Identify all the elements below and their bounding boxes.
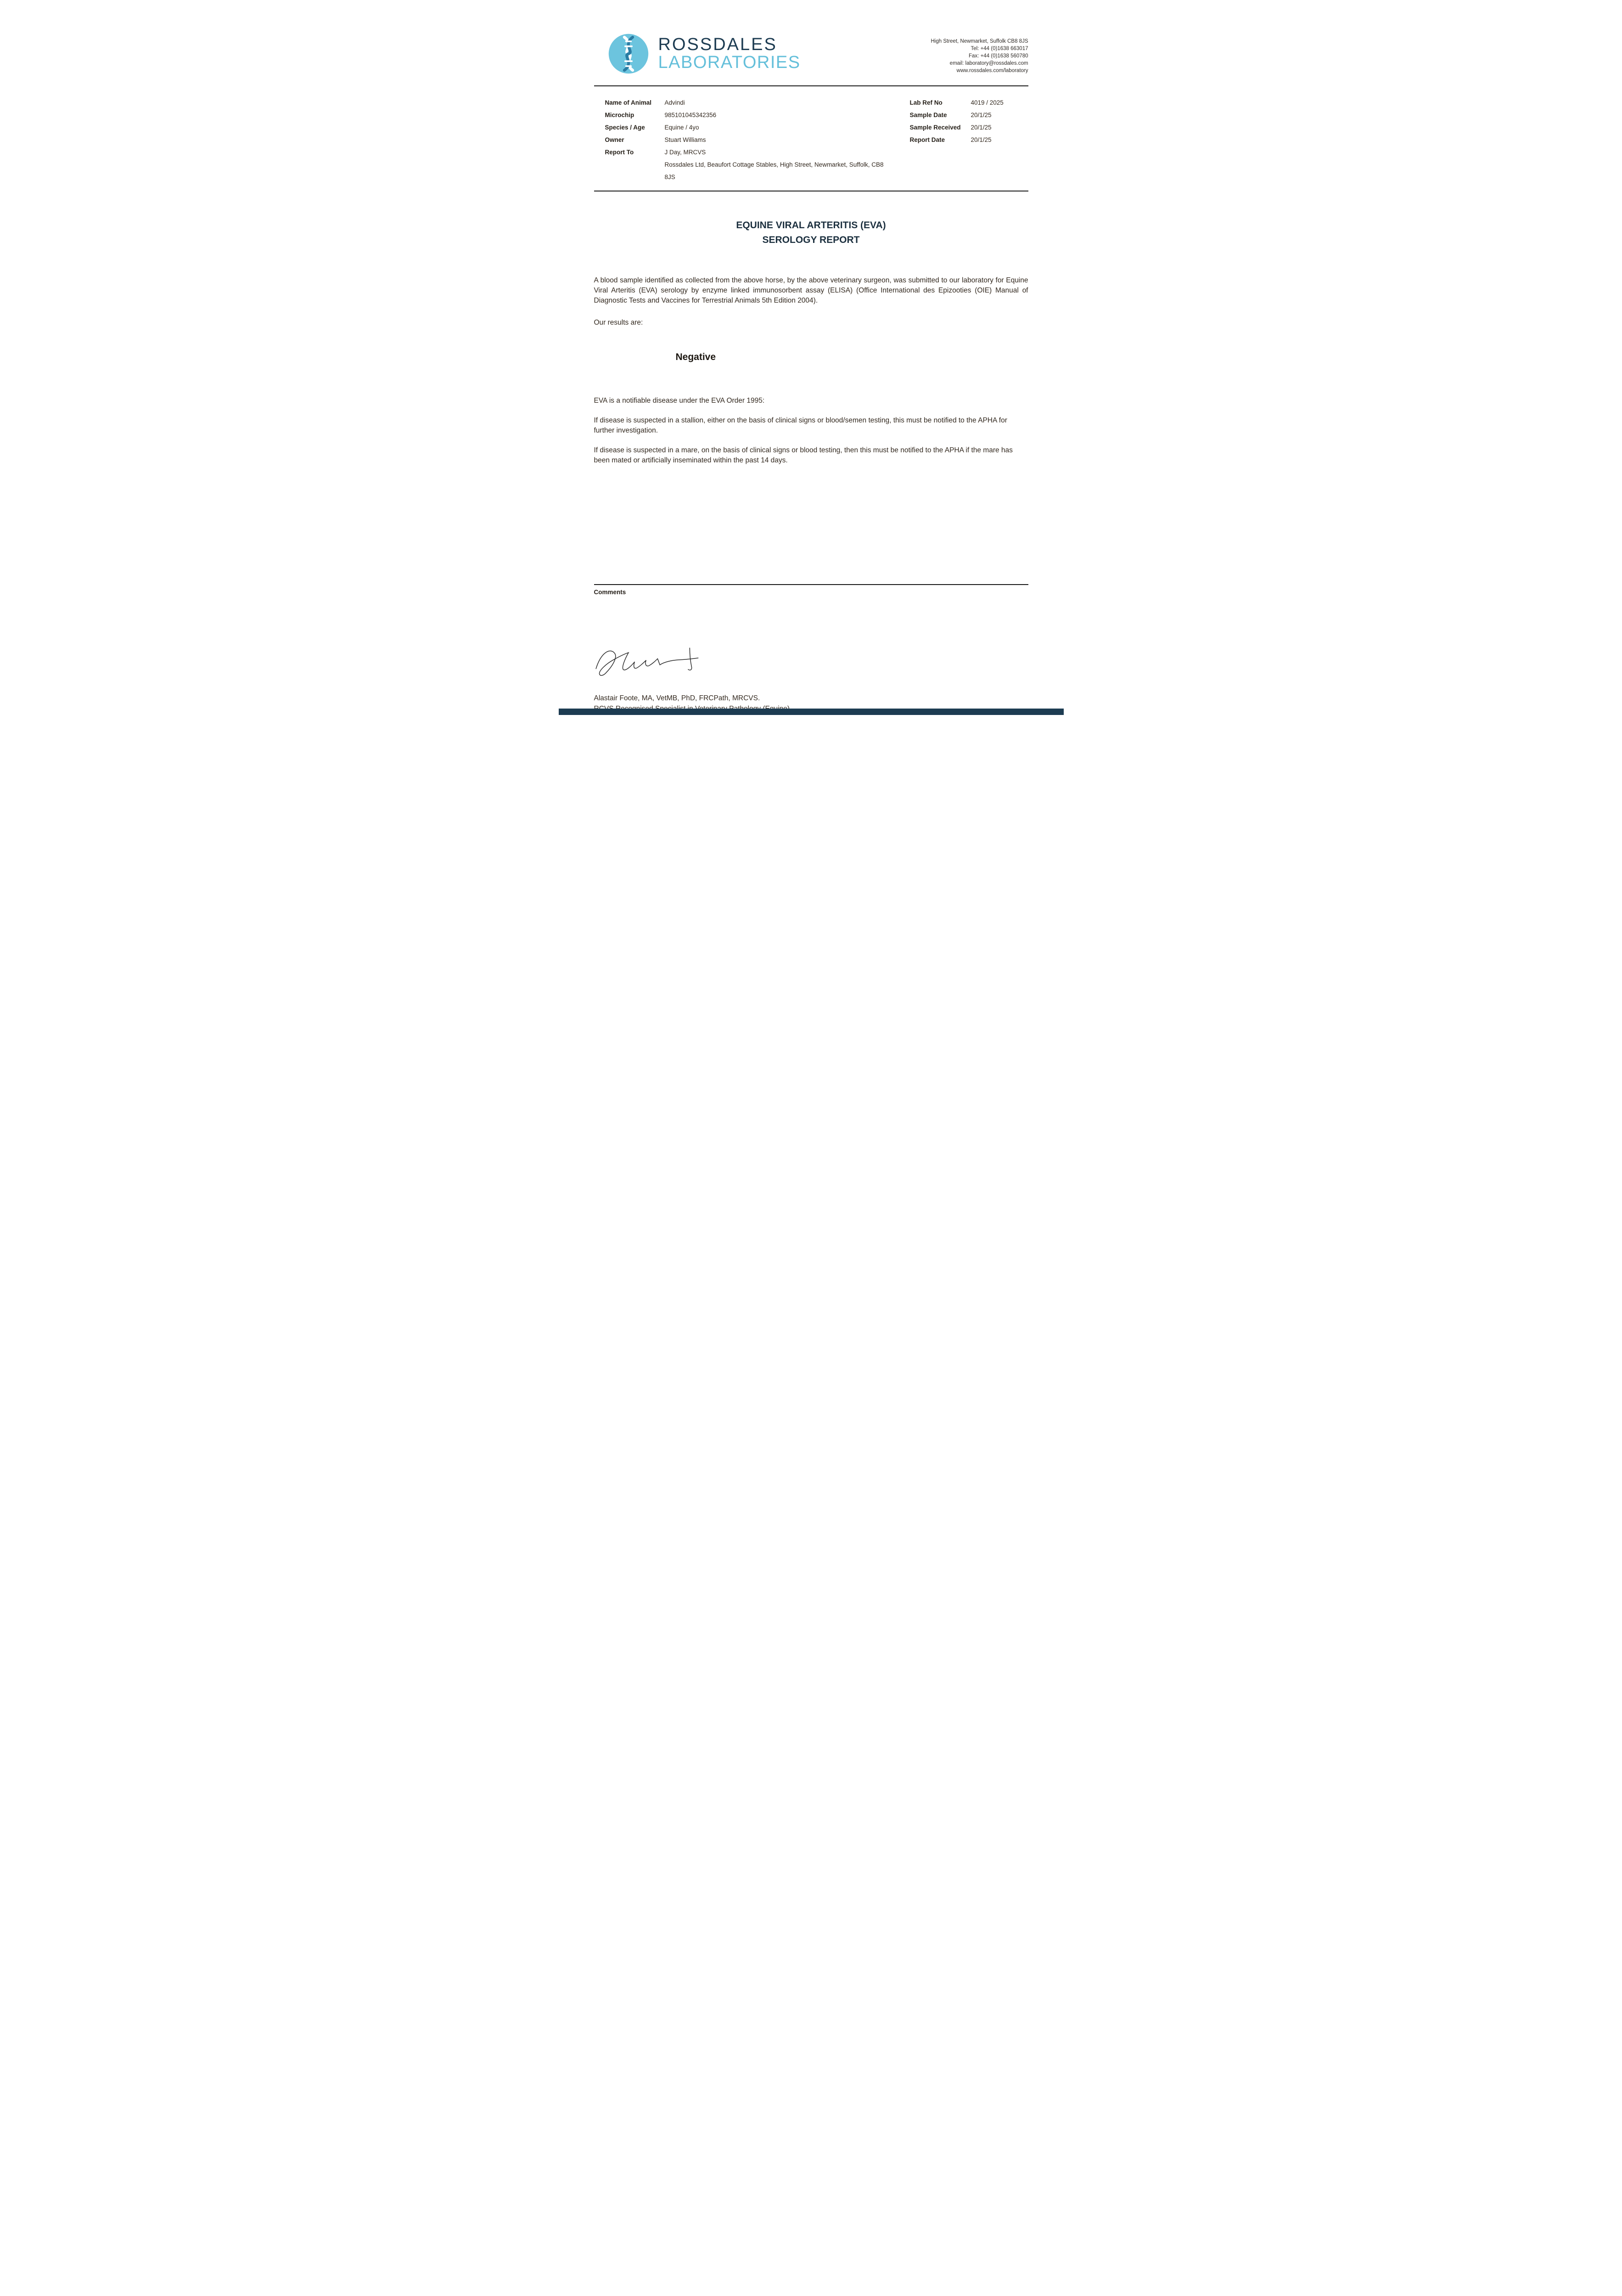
contact-website: www.rossdales.com/laboratory xyxy=(956,68,1028,74)
detail-value: 20/1/25 xyxy=(971,136,992,144)
detail-value: 4019 / 2025 xyxy=(971,99,1004,107)
detail-label: Species / Age xyxy=(605,124,645,131)
detail-value: Equine / 4yo xyxy=(664,124,699,131)
contact-email: email: laboratory@rossdales.com xyxy=(949,61,1028,67)
detail-row-report-to-address xyxy=(605,158,890,183)
detail-label: Name of Animal xyxy=(605,99,652,107)
signatory-name: Alastair Foote, MA, VetMB, PhD, FRCPath, MRCVS. xyxy=(594,694,760,703)
detail-label xyxy=(605,158,665,183)
header xyxy=(594,33,1028,74)
detail-value: Stuart Williams xyxy=(664,136,706,144)
detail-row-species-age xyxy=(605,121,890,134)
results-label: Our results are: xyxy=(594,319,643,327)
detail-label: Owner xyxy=(605,136,624,144)
detail-value: J Day, MRCVS xyxy=(664,149,706,156)
animal-details-left xyxy=(605,96,890,183)
intro-paragraph: A blood sample identified as collected from the above horse, by the above veterinary surgeon, was submitted to our laboratory for Equine Viral Arteritis (EVA) serology by enzyme linked immunosorbent assay (ELISA) (Office International des Epizooties (OIE) Manual of Diagnostic Tests and Vaccines for Terrestrial Animals 5th Edition 2004). xyxy=(594,276,1028,305)
divider-comments xyxy=(594,584,1028,585)
contact-address: High Street, Newmarket, Suffolk CB8 8JS xyxy=(931,39,1028,44)
contact-block xyxy=(931,38,1028,74)
detail-value: Advindi xyxy=(664,99,685,107)
detail-row-name-of-animal xyxy=(605,96,890,109)
result-value: Negative xyxy=(675,352,716,363)
detail-value: 20/1/25 xyxy=(971,124,992,131)
contact-fax: Fax: +44 (0)1638 560780 xyxy=(969,53,1028,59)
divider-top xyxy=(594,85,1028,86)
detail-value: 20/1/25 xyxy=(971,112,992,119)
signature xyxy=(594,642,709,681)
report-title-line2: SEROLOGY REPORT xyxy=(762,234,860,245)
detail-label: Lab Ref No xyxy=(909,99,943,107)
dna-logo-icon xyxy=(608,33,649,74)
detail-row-owner xyxy=(605,134,890,146)
detail-row-sample-received xyxy=(910,121,1028,134)
mare-paragraph: If disease is suspected in a mare, on the basis of clinical signs or blood testing, then this must be notified to the APHA if the mare has been mated or artificially inseminated within the past 14 days. xyxy=(594,446,1013,465)
footer-bar xyxy=(559,709,1064,715)
animal-details-right xyxy=(910,96,1028,183)
comments-label: Comments xyxy=(594,589,626,596)
report-title xyxy=(594,218,1028,247)
detail-row-report-date xyxy=(910,134,1028,146)
detail-label: Microchip xyxy=(605,112,634,119)
detail-label: Sample Date xyxy=(909,112,947,119)
brand xyxy=(608,33,801,74)
brand-name: ROSSDALES xyxy=(658,35,777,55)
detail-label: Report To xyxy=(605,149,634,156)
report-title-line1: EQUINE VIRAL ARTERITIS (EVA) xyxy=(736,220,886,231)
notifiable-statement: EVA is a notifiable disease under the EVA Order 1995: xyxy=(594,397,765,405)
detail-row-report-to xyxy=(605,146,890,158)
stallion-paragraph: If disease is suspected in a stallion, either on the basis of clinical signs or blood/semen testing, this must be notified to the APHA for further investigation. xyxy=(594,416,1007,435)
detail-label: Sample Received xyxy=(909,124,961,131)
detail-row-sample-date xyxy=(910,109,1028,121)
detail-row-lab-ref xyxy=(910,96,1028,109)
brand-subname: LABORATORIES xyxy=(658,53,801,72)
animal-details xyxy=(594,96,1028,183)
detail-row-microchip xyxy=(605,109,890,121)
detail-value: 985101045342356 xyxy=(664,112,717,119)
contact-tel: Tel: +44 (0)1638 663017 xyxy=(971,46,1028,52)
brand-text xyxy=(658,36,801,72)
detail-label: Report Date xyxy=(909,136,945,144)
detail-value: Rossdales Ltd, Beaufort Cottage Stables, High Street, Newmarket, Suffolk, CB8 8JS xyxy=(664,161,884,181)
lab-report-page xyxy=(559,0,1064,715)
